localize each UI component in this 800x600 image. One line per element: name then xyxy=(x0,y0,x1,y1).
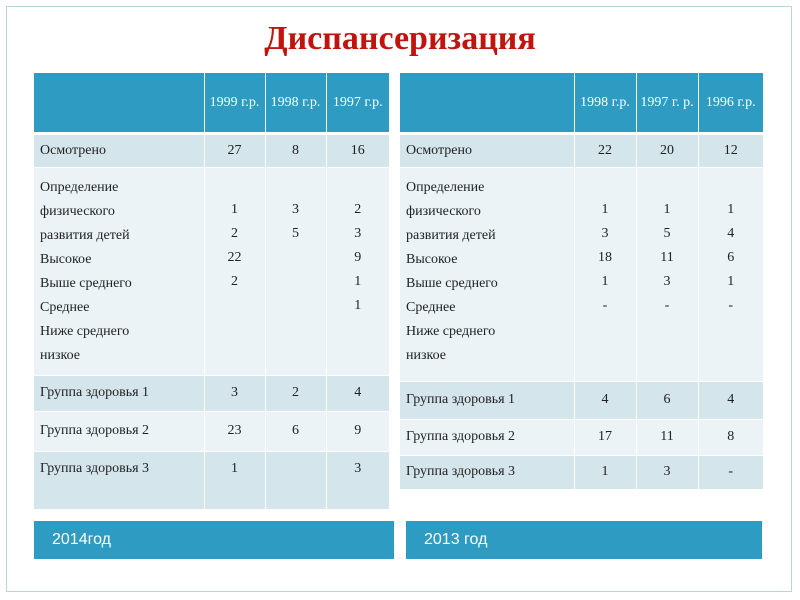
table-row xyxy=(400,133,763,167)
row-label: Группа здоровья 3 xyxy=(34,451,204,509)
cell-value xyxy=(265,451,326,509)
cell-value: 8 xyxy=(265,133,326,167)
table-2013 xyxy=(400,73,763,490)
cell-value: 1 xyxy=(574,455,636,489)
header-cell-year: 1998 г.р. xyxy=(265,73,326,133)
cell-value: 3 xyxy=(204,375,265,411)
cell-value: 4 xyxy=(698,381,763,419)
cell-value: 1 4 6 1 - xyxy=(698,167,763,381)
cell-value: 8 xyxy=(698,419,763,455)
table-2014 xyxy=(34,73,389,510)
table-header-row xyxy=(34,73,389,133)
row-label: Группа здоровья 2 xyxy=(400,419,574,455)
cell-value: 1 3 18 1 - xyxy=(574,167,636,381)
cell-value: 4 xyxy=(326,375,389,411)
header-cell-blank xyxy=(34,73,204,133)
cell-value: - xyxy=(698,455,763,489)
cell-value: 9 xyxy=(326,411,389,451)
row-label: Определение физического развития детей Высокое Выше среднего Среднее Ниже среднего низкое xyxy=(400,167,574,381)
cell-value: 6 xyxy=(636,381,698,419)
row-label: Группа здоровья 1 xyxy=(34,375,204,411)
header-cell-blank xyxy=(400,73,574,133)
row-label: Группа здоровья 2 xyxy=(34,411,204,451)
header-cell-year: 1999 г.р. xyxy=(204,73,265,133)
table-row xyxy=(34,133,389,167)
cell-value: 3 xyxy=(326,451,389,509)
cell-value: 3 xyxy=(636,455,698,489)
cell-value: 17 xyxy=(574,419,636,455)
table-row xyxy=(400,455,763,489)
row-label: Определение физического развития детей Высокое Выше среднего Среднее Ниже среднего низкое xyxy=(34,167,204,375)
table-header-row xyxy=(400,73,763,133)
table-row xyxy=(34,167,389,375)
cell-value: 1 5 11 3 - xyxy=(636,167,698,381)
page-title: Диспансеризация xyxy=(264,20,536,57)
cell-value: 22 xyxy=(574,133,636,167)
cell-value: 12 xyxy=(698,133,763,167)
cell-value: 23 xyxy=(204,411,265,451)
year-label-2014: 2014год xyxy=(34,521,394,559)
cell-value: 2 3 9 1 1 xyxy=(326,167,389,375)
cell-value: 11 xyxy=(636,419,698,455)
header-cell-year: 1997 г. р. xyxy=(636,73,698,133)
cell-value: 1 xyxy=(204,451,265,509)
cell-value: 4 xyxy=(574,381,636,419)
row-label: Группа здоровья 3 xyxy=(400,455,574,489)
cell-value: 3 5 xyxy=(265,167,326,375)
cell-value: 1 2 22 2 xyxy=(204,167,265,375)
table-row xyxy=(34,411,389,451)
table-row xyxy=(34,375,389,411)
row-label: Осмотрено xyxy=(34,133,204,167)
table-row xyxy=(34,451,389,509)
cell-value: 2 xyxy=(265,375,326,411)
table-row xyxy=(400,167,763,381)
table-row xyxy=(400,419,763,455)
table-row xyxy=(400,381,763,419)
cell-value: 6 xyxy=(265,411,326,451)
header-cell-year: 1996 г.р. xyxy=(698,73,763,133)
row-label: Осмотрено xyxy=(400,133,574,167)
year-label-2013: 2013 год xyxy=(406,521,762,559)
header-cell-year: 1997 г.р. xyxy=(326,73,389,133)
cell-value: 27 xyxy=(204,133,265,167)
row-label: Группа здоровья 1 xyxy=(400,381,574,419)
header-cell-year: 1998 г.р. xyxy=(574,73,636,133)
cell-value: 20 xyxy=(636,133,698,167)
cell-value: 16 xyxy=(326,133,389,167)
